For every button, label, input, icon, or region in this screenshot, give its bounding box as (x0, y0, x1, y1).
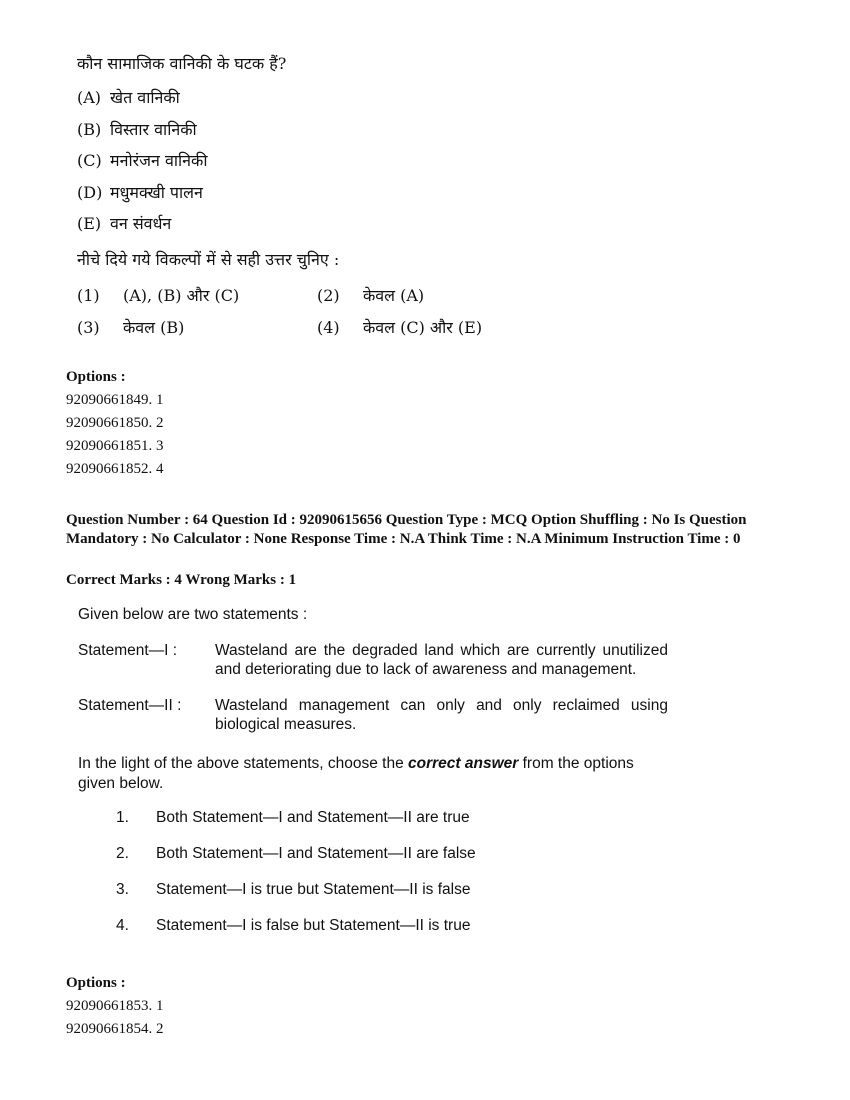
hindi-choice (77, 284, 317, 308)
english-choice (116, 844, 668, 880)
english-choice-list (78, 808, 668, 952)
hindi-choice-text: केवल (A) (363, 285, 425, 305)
hindi-question-block (77, 52, 777, 340)
hindi-choice-number: (1) (77, 285, 100, 305)
hindi-statement-label: (B) (77, 119, 102, 139)
english-question-block (78, 605, 668, 952)
hindi-statement-label: (A) (77, 88, 102, 107)
hindi-statement-item (77, 212, 777, 244)
statement-label: Statement—II : (78, 697, 182, 714)
instruction-post: from the options given below. (78, 755, 634, 792)
statement-text: Wasteland are the degraded land which are currently unutilized and deteriorating due to lack of awareness and management. (215, 642, 668, 678)
hindi-choice-grid (77, 284, 777, 340)
option-line: 92090661854. 2 (66, 1021, 164, 1037)
hindi-statement-text: खेत वानिकी (110, 88, 180, 107)
statement-text: Wasteland management can only and only reclaimed using biological measures. (215, 697, 668, 733)
hindi-statement-item (77, 118, 777, 150)
hindi-choice-text: केवल (C) और (E) (363, 317, 483, 337)
english-choice-number: 1. (116, 809, 129, 826)
english-choice-number: 2. (116, 845, 129, 862)
hindi-instruction: नीचे दिये गये विकल्पों में से सही उत्तर चुनिए : (77, 249, 340, 269)
english-choice-text: Statement—I is true but Statement—II is false (156, 881, 471, 898)
english-choice-text: Statement—I is false but Statement—II is true (156, 917, 471, 934)
option-line: 92090661849. 1 (66, 392, 164, 408)
option-line: 92090661853. 1 (66, 998, 164, 1014)
option-line: 92090661851. 3 (66, 438, 164, 454)
question-meta: Question Number : 64 Question Id : 92090615656 Question Type : MCQ Option Shuffling : No Is Question Mandatory : No Calculator : None Response Time : N.A Think Time : N.A Minimum Instruction Time : 0 (66, 512, 747, 547)
options-heading: Options : (66, 369, 126, 385)
english-choice-text: Both Statement—I and Statement—II are true (156, 809, 470, 826)
hindi-statement-text: मधुमक्खी पालन (110, 182, 203, 202)
hindi-choice-number: (3) (77, 317, 100, 337)
hindi-choice-text: केवल (B) (123, 317, 185, 337)
english-question-intro: Given below are two statements : (78, 606, 308, 623)
english-choice-text: Both Statement—I and Statement—II are false (156, 845, 476, 862)
hindi-choice (317, 316, 557, 340)
hindi-question-text: कौन सामाजिक वानिकी के घटक हैं? (77, 54, 287, 73)
english-choice (116, 808, 668, 844)
hindi-statement-label: (D) (77, 182, 103, 202)
hindi-choice-number: (4) (317, 317, 340, 337)
hindi-statement-item (77, 149, 777, 181)
hindi-statement-label: (C) (77, 151, 102, 170)
english-choice (116, 880, 668, 916)
english-choice (116, 916, 668, 952)
option-line: 92090661852. 4 (66, 461, 164, 477)
hindi-choice (77, 316, 317, 340)
instruction-pre: In the light of the above statements, choose the (78, 755, 409, 772)
english-choice-number: 4. (116, 917, 129, 934)
statement-label: Statement—I : (78, 642, 178, 659)
hindi-statement-item (77, 86, 777, 118)
statement-1 (78, 641, 668, 679)
hindi-statement-text: विस्तार वानिकी (110, 119, 197, 139)
english-choice-number: 3. (116, 881, 129, 898)
options-heading: Options : (66, 975, 126, 991)
hindi-choice-number: (2) (317, 285, 340, 305)
hindi-choice (317, 284, 557, 308)
hindi-statement-text: वन संवर्धन (110, 214, 172, 233)
hindi-statement-list (77, 86, 777, 244)
option-line: 92090661850. 2 (66, 415, 164, 431)
hindi-statement-item (77, 181, 777, 213)
hindi-statement-text: मनोरंजन वानिकी (110, 151, 208, 170)
english-instruction (78, 754, 668, 794)
instruction-emphasis: correct answer (408, 755, 519, 772)
hindi-choice-text: (A), (B) और (C) (123, 285, 240, 305)
question-marks: Correct Marks : 4 Wrong Marks : 1 (66, 572, 297, 588)
statement-2 (78, 696, 668, 734)
hindi-statement-label: (E) (77, 214, 102, 233)
